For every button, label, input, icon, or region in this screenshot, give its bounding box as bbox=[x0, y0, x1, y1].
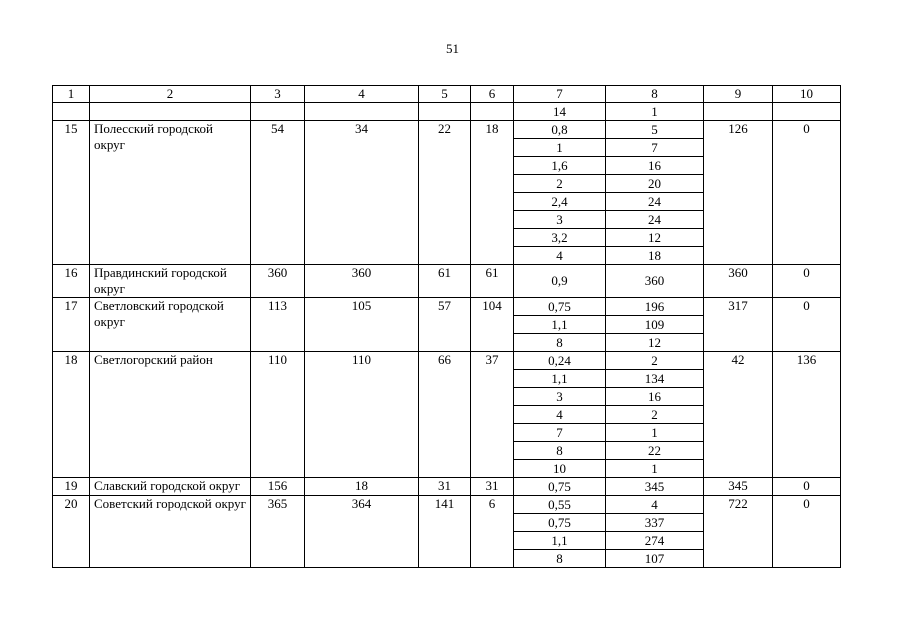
cell-col8: 5 bbox=[606, 121, 704, 139]
cell-col6: 31 bbox=[471, 478, 514, 496]
cell-col10: 0 bbox=[773, 478, 841, 496]
table-row bbox=[53, 121, 841, 139]
cell-col8: 196 bbox=[606, 298, 704, 316]
cell-col7: 10 bbox=[514, 460, 606, 478]
municipality-name: Светловский городской округ bbox=[90, 298, 251, 352]
cell-col5: 57 bbox=[419, 298, 471, 352]
column-header: 1 bbox=[53, 86, 90, 103]
cell-col10: 0 bbox=[773, 265, 841, 298]
cell-col6: 104 bbox=[471, 298, 514, 352]
cell-col8: 4 bbox=[606, 496, 704, 514]
empty-cell bbox=[773, 103, 841, 121]
cell-col6: 18 bbox=[471, 121, 514, 265]
cell-col7: 8 bbox=[514, 334, 606, 352]
cell-col8: 107 bbox=[606, 550, 704, 568]
cell-col4: 18 bbox=[305, 478, 419, 496]
cell-col7: 1,1 bbox=[514, 316, 606, 334]
empty-cell bbox=[471, 103, 514, 121]
cell-col8: 16 bbox=[606, 388, 704, 406]
cell-col9: 126 bbox=[704, 121, 773, 265]
cell-col7: 2,4 bbox=[514, 193, 606, 211]
empty-cell bbox=[53, 103, 90, 121]
cell-col7: 7 bbox=[514, 424, 606, 442]
cell-col3: 110 bbox=[251, 352, 305, 478]
column-header: 3 bbox=[251, 86, 305, 103]
cell-col7: 3 bbox=[514, 211, 606, 229]
column-header: 5 bbox=[419, 86, 471, 103]
table-row bbox=[53, 352, 841, 370]
row-number: 20 bbox=[53, 496, 90, 568]
cell-col5: 31 bbox=[419, 478, 471, 496]
column-header: 7 bbox=[514, 86, 606, 103]
data-table bbox=[52, 85, 841, 568]
cell-col6: 37 bbox=[471, 352, 514, 478]
cell-col5: 141 bbox=[419, 496, 471, 568]
cell-col8: 24 bbox=[606, 193, 704, 211]
cell-col7: 4 bbox=[514, 247, 606, 265]
cell-col7: 1 bbox=[514, 139, 606, 157]
row-number: 18 bbox=[53, 352, 90, 478]
cell-col8: 109 bbox=[606, 316, 704, 334]
cell-col8: 18 bbox=[606, 247, 704, 265]
cell-col8: 16 bbox=[606, 157, 704, 175]
empty-cell bbox=[419, 103, 471, 121]
empty-cell bbox=[90, 103, 251, 121]
cell-col8: 22 bbox=[606, 442, 704, 460]
cell-col8: 12 bbox=[606, 229, 704, 247]
cell-col3: 360 bbox=[251, 265, 305, 298]
cell-col5: 22 bbox=[419, 121, 471, 265]
cell-col8: 1 bbox=[606, 460, 704, 478]
cell-col10: 136 bbox=[773, 352, 841, 478]
cell-col7: 8 bbox=[514, 550, 606, 568]
cell-col8: 337 bbox=[606, 514, 704, 532]
cell-col6: 61 bbox=[471, 265, 514, 298]
municipality-name: Славский городской округ bbox=[90, 478, 251, 496]
column-header: 6 bbox=[471, 86, 514, 103]
cell-col5: 66 bbox=[419, 352, 471, 478]
row-number: 17 bbox=[53, 298, 90, 352]
cell-col8: 2 bbox=[606, 406, 704, 424]
empty-cell bbox=[704, 103, 773, 121]
cell-col7: 1,1 bbox=[514, 532, 606, 550]
cell-col7: 1,1 bbox=[514, 370, 606, 388]
cell-col7: 0,8 bbox=[514, 121, 606, 139]
column-header: 10 bbox=[773, 86, 841, 103]
cell-col4: 360 bbox=[305, 265, 419, 298]
continuation-row bbox=[53, 103, 841, 121]
cell-col3: 156 bbox=[251, 478, 305, 496]
cell-col8: 360 bbox=[606, 265, 704, 298]
cell-col7: 0,55 bbox=[514, 496, 606, 514]
table-row bbox=[53, 298, 841, 316]
cell-col9: 722 bbox=[704, 496, 773, 568]
cell-col8: 2 bbox=[606, 352, 704, 370]
cell-col8: 274 bbox=[606, 532, 704, 550]
cell-col4: 110 bbox=[305, 352, 419, 478]
cell-col4: 364 bbox=[305, 496, 419, 568]
cell-col7: 8 bbox=[514, 442, 606, 460]
cell-col8: 20 bbox=[606, 175, 704, 193]
municipality-name: Светлогорский район bbox=[90, 352, 251, 478]
column-header: 4 bbox=[305, 86, 419, 103]
cell-col7: 2 bbox=[514, 175, 606, 193]
cell-col7: 3,2 bbox=[514, 229, 606, 247]
cell-col8: 12 bbox=[606, 334, 704, 352]
cell-col3: 365 bbox=[251, 496, 305, 568]
cell-col3: 54 bbox=[251, 121, 305, 265]
cell-col3: 113 bbox=[251, 298, 305, 352]
cell-col7: 0,9 bbox=[514, 265, 606, 298]
cell-col10: 0 bbox=[773, 496, 841, 568]
cell-col9: 317 bbox=[704, 298, 773, 352]
cell-col7: 0,24 bbox=[514, 352, 606, 370]
cell-col9: 345 bbox=[704, 478, 773, 496]
cell-col6: 6 bbox=[471, 496, 514, 568]
cell-col7: 4 bbox=[514, 406, 606, 424]
empty-cell bbox=[305, 103, 419, 121]
municipality-name: Полесский городской округ bbox=[90, 121, 251, 265]
cell-col7: 14 bbox=[514, 103, 606, 121]
page-number: 51 bbox=[446, 41, 459, 56]
cell-col5: 61 bbox=[419, 265, 471, 298]
cell-col4: 34 bbox=[305, 121, 419, 265]
cell-col9: 360 bbox=[704, 265, 773, 298]
row-number: 19 bbox=[53, 478, 90, 496]
empty-cell bbox=[251, 103, 305, 121]
cell-col8: 7 bbox=[606, 139, 704, 157]
cell-col7: 0,75 bbox=[514, 478, 606, 496]
table-row bbox=[53, 478, 841, 496]
cell-col7: 0,75 bbox=[514, 514, 606, 532]
municipality-name: Советский городской округ bbox=[90, 496, 251, 568]
cell-col8: 134 bbox=[606, 370, 704, 388]
column-header: 9 bbox=[704, 86, 773, 103]
header-row bbox=[53, 86, 841, 103]
cell-col8: 345 bbox=[606, 478, 704, 496]
cell-col7: 1,6 bbox=[514, 157, 606, 175]
cell-col10: 0 bbox=[773, 121, 841, 265]
cell-col8: 1 bbox=[606, 424, 704, 442]
cell-col7: 3 bbox=[514, 388, 606, 406]
table-row bbox=[53, 265, 841, 298]
municipality-name: Правдинский городской округ bbox=[90, 265, 251, 298]
column-header: 2 bbox=[90, 86, 251, 103]
cell-col10: 0 bbox=[773, 298, 841, 352]
cell-col8: 1 bbox=[606, 103, 704, 121]
cell-col8: 24 bbox=[606, 211, 704, 229]
row-number: 15 bbox=[53, 121, 90, 265]
cell-col4: 105 bbox=[305, 298, 419, 352]
column-header: 8 bbox=[606, 86, 704, 103]
table-row bbox=[53, 496, 841, 514]
cell-col7: 0,75 bbox=[514, 298, 606, 316]
row-number: 16 bbox=[53, 265, 90, 298]
cell-col9: 42 bbox=[704, 352, 773, 478]
